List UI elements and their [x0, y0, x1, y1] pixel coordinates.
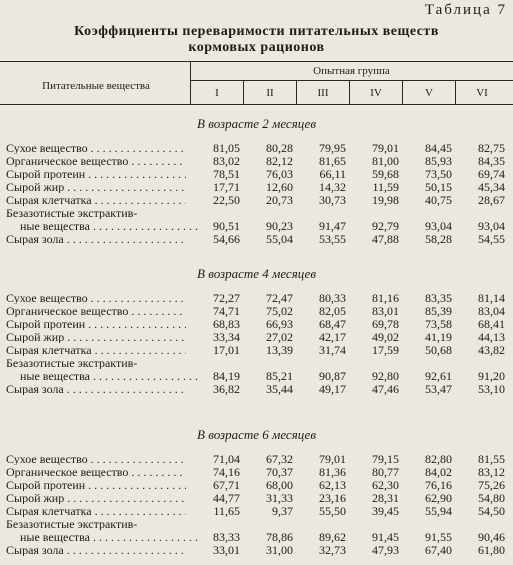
value-cell: 85,21 [266, 369, 293, 383]
table-row [0, 492, 513, 504]
value-cell: 68,47 [319, 317, 346, 331]
group-col-1: I [215, 87, 219, 99]
value-cell: 83,02 [213, 154, 240, 168]
table-row [0, 305, 513, 317]
table-row [0, 207, 513, 219]
nutrient-name: Органическое вещество . . . [6, 305, 186, 317]
value-cell: 78,86 [266, 530, 293, 544]
value-cell: 85,39 [425, 304, 452, 318]
section-heading: В возрасте 2 месяцев [197, 116, 316, 131]
value-cell: 83,33 [213, 530, 240, 544]
value-cell: 31,00 [266, 543, 293, 557]
nutrient-name: Сырая зола . . . [6, 383, 186, 395]
value-cell: 50,15 [425, 180, 452, 194]
value-cell: 75,02 [266, 304, 293, 318]
table-row [0, 357, 513, 369]
table-row [0, 168, 513, 180]
value-cell: 74,16 [213, 465, 240, 479]
section-heading: В возрасте 4 месяцев [197, 266, 316, 281]
value-cell: 72,47 [266, 291, 293, 305]
nutrient-name: Безазотистые экстрактив- [6, 518, 138, 530]
group-col-4: IV [370, 87, 382, 99]
group-rule [190, 80, 513, 81]
value-cell: 93,04 [425, 219, 452, 233]
value-cell: 13,39 [266, 343, 293, 357]
group-col-2: II [266, 87, 274, 99]
value-cell: 79,15 [372, 452, 399, 466]
value-cell: 68,41 [478, 317, 505, 331]
value-cell: 74,71 [213, 304, 240, 318]
value-cell: 27,02 [266, 330, 293, 344]
nutrient-name: Сырая зола . . . [6, 233, 186, 245]
value-cell: 30,73 [319, 193, 346, 207]
table-row [0, 479, 513, 491]
value-cell: 82,12 [266, 154, 293, 168]
value-cell: 47,88 [372, 232, 399, 246]
value-cell: 17,01 [213, 343, 240, 357]
nutrient-name: Сухое вещество . . . [6, 453, 186, 465]
group-col-3: III [317, 87, 329, 99]
value-cell: 12,60 [266, 180, 293, 194]
table-row [0, 331, 513, 343]
value-cell: 49,17 [319, 382, 346, 396]
value-cell: 90,23 [266, 219, 293, 233]
group-col-5: V [425, 87, 433, 99]
value-cell: 62,30 [372, 478, 399, 492]
nutrient-name: Сырая клетчатка . . . [6, 194, 186, 206]
value-cell: 89,62 [319, 530, 346, 544]
value-cell: 53,10 [478, 382, 505, 396]
value-cell: 79,01 [319, 452, 346, 466]
value-cell: 90,87 [319, 369, 346, 383]
value-cell: 81,36 [319, 465, 346, 479]
value-cell: 39,45 [372, 504, 399, 518]
value-cell: 19,98 [372, 193, 399, 207]
value-cell: 80,28 [266, 141, 293, 155]
value-cell: 40,75 [425, 193, 452, 207]
value-cell: 35,44 [266, 382, 293, 396]
group-header: Опытная группа [313, 65, 390, 77]
value-cell: 33,34 [213, 330, 240, 344]
table-row [0, 292, 513, 304]
value-cell: 82,05 [319, 304, 346, 318]
table-title [0, 24, 513, 56]
value-cell: 91,55 [425, 530, 452, 544]
table-row [0, 181, 513, 193]
value-cell: 93,04 [478, 219, 505, 233]
value-cell: 54,80 [478, 491, 505, 505]
header-top-rule [0, 61, 513, 62]
value-cell: 68,00 [266, 478, 293, 492]
nutrient-name: Сухое вещество . . . [6, 292, 186, 304]
value-cell: 54,50 [478, 504, 505, 518]
value-cell: 11,59 [372, 180, 399, 194]
value-cell: 75,26 [478, 478, 505, 492]
value-cell: 81,00 [372, 154, 399, 168]
value-cell: 81,55 [478, 452, 505, 466]
value-cell: 82,80 [425, 452, 452, 466]
table-row [0, 344, 513, 356]
value-cell: 84,35 [478, 154, 505, 168]
table-title-line-1: Коэффициенты переваримости питательных веществ [74, 24, 439, 39]
value-cell: 73,58 [425, 317, 452, 331]
value-cell: 43,82 [478, 343, 505, 357]
value-cell: 31,74 [319, 343, 346, 357]
value-cell: 78,51 [213, 167, 240, 181]
table-row [0, 544, 513, 556]
value-cell: 28,31 [372, 491, 399, 505]
table-row [0, 155, 513, 167]
table-row [0, 453, 513, 465]
value-cell: 66,93 [266, 317, 293, 331]
value-cell: 42,17 [319, 330, 346, 344]
value-cell: 67,71 [213, 478, 240, 492]
value-cell: 90,46 [478, 530, 505, 544]
value-cell: 47,46 [372, 382, 399, 396]
value-cell: 20,73 [266, 193, 293, 207]
value-cell: 69,74 [478, 167, 505, 181]
nutrient-name: Сырая клетчатка . . . [6, 344, 186, 356]
value-cell: 91,20 [478, 369, 505, 383]
value-cell: 54,66 [213, 232, 240, 246]
value-cell: 9,37 [272, 504, 293, 518]
value-cell: 17,59 [372, 343, 399, 357]
nutrient-name: Органическое вещество . . . [6, 155, 186, 167]
value-cell: 79,95 [319, 141, 346, 155]
table-row [0, 505, 513, 517]
nutrient-name: Сырая зола . . . [6, 544, 186, 556]
value-cell: 33,01 [213, 543, 240, 557]
value-cell: 84,02 [425, 465, 452, 479]
value-cell: 32,73 [319, 543, 346, 557]
value-cell: 47,93 [372, 543, 399, 557]
table-row [0, 370, 513, 382]
nutrient-name: Сырой жир . . . [6, 331, 186, 343]
value-cell: 81,05 [213, 141, 240, 155]
group-col-6: VI [476, 87, 488, 99]
value-cell: 53,47 [425, 382, 452, 396]
value-cell: 66,11 [319, 167, 346, 181]
value-cell: 44,77 [213, 491, 240, 505]
value-cell: 92,79 [372, 219, 399, 233]
table-row [0, 466, 513, 478]
value-cell: 81,16 [372, 291, 399, 305]
nutrient-name: Сырой жир . . . [6, 492, 186, 504]
value-cell: 23,16 [319, 491, 346, 505]
value-cell: 59,68 [372, 167, 399, 181]
value-cell: 84,45 [425, 141, 452, 155]
value-cell: 90,51 [213, 219, 240, 233]
value-cell: 70,37 [266, 465, 293, 479]
value-cell: 31,33 [266, 491, 293, 505]
value-cell: 28,67 [478, 193, 505, 207]
nutrient-name: ные вещества . . . [20, 370, 200, 382]
value-cell: 67,32 [266, 452, 293, 466]
value-cell: 53,55 [319, 232, 346, 246]
value-cell: 68,83 [213, 317, 240, 331]
value-cell: 41,19 [425, 330, 452, 344]
value-cell: 50,68 [425, 343, 452, 357]
table-row [0, 142, 513, 154]
value-cell: 58,28 [425, 232, 452, 246]
value-cell: 76,03 [266, 167, 293, 181]
nutrient-name: ные вещества . . . [20, 531, 200, 543]
nutrient-name: Безазотистые экстрактив- [6, 207, 138, 219]
table-row [0, 383, 513, 395]
table-number: Таблица 7 [424, 2, 507, 18]
value-cell: 83,04 [478, 304, 505, 318]
nutrient-name: Сырой протеин . . . [6, 479, 186, 491]
table-row [0, 233, 513, 245]
value-cell: 61,80 [478, 543, 505, 557]
section-heading: В возрасте 6 месяцев [197, 427, 316, 442]
value-cell: 62,90 [425, 491, 452, 505]
value-cell: 22,50 [213, 193, 240, 207]
value-cell: 62,13 [319, 478, 346, 492]
value-cell: 72,27 [213, 291, 240, 305]
value-cell: 14,32 [319, 180, 346, 194]
nutrient-name: Безазотистые экстрактив- [6, 357, 138, 369]
value-cell: 85,93 [425, 154, 452, 168]
nutrient-name: Сырой протеин . . . [6, 318, 186, 330]
nutrients-column-header: Питательные вещества [42, 80, 150, 92]
table-row [0, 318, 513, 330]
value-cell: 91,47 [319, 219, 346, 233]
value-cell: 83,01 [372, 304, 399, 318]
value-cell: 84,19 [213, 369, 240, 383]
value-cell: 11,65 [213, 504, 240, 518]
nutrient-name: ные вещества . . . [20, 220, 200, 232]
value-cell: 83,12 [478, 465, 505, 479]
header-bottom-rule [0, 104, 513, 105]
value-cell: 92,80 [372, 369, 399, 383]
table-row [0, 518, 513, 530]
value-cell: 49,02 [372, 330, 399, 344]
value-cell: 54,55 [478, 232, 505, 246]
value-cell: 82,75 [478, 141, 505, 155]
nutrient-name: Сухое вещество . . . [6, 142, 186, 154]
value-cell: 69,78 [372, 317, 399, 331]
value-cell: 81,14 [478, 291, 505, 305]
value-cell: 79,01 [372, 141, 399, 155]
value-cell: 83,35 [425, 291, 452, 305]
value-cell: 55,50 [319, 504, 346, 518]
value-cell: 73,50 [425, 167, 452, 181]
value-cell: 71,04 [213, 452, 240, 466]
table-row [0, 220, 513, 232]
value-cell: 44,13 [478, 330, 505, 344]
table-row [0, 194, 513, 206]
value-cell: 81,65 [319, 154, 346, 168]
value-cell: 91,45 [372, 530, 399, 544]
nutrient-name: Сырой жир . . . [6, 181, 186, 193]
nutrient-name: Сырой протеин . . . [6, 168, 186, 180]
value-cell: 36,82 [213, 382, 240, 396]
nutrient-name: Органическое вещество . . . [6, 466, 186, 478]
nutrient-name: Сырая клетчатка . . . [6, 505, 186, 517]
value-cell: 76,16 [425, 478, 452, 492]
value-cell: 17,71 [213, 180, 240, 194]
table-row [0, 531, 513, 543]
value-cell: 45,34 [478, 180, 505, 194]
value-cell: 67,40 [425, 543, 452, 557]
table-title-line-2: кормовых рационов [188, 40, 325, 55]
value-cell: 80,77 [372, 465, 399, 479]
value-cell: 55,04 [266, 232, 293, 246]
value-cell: 80,33 [319, 291, 346, 305]
value-cell: 92,61 [425, 369, 452, 383]
value-cell: 55,94 [425, 504, 452, 518]
